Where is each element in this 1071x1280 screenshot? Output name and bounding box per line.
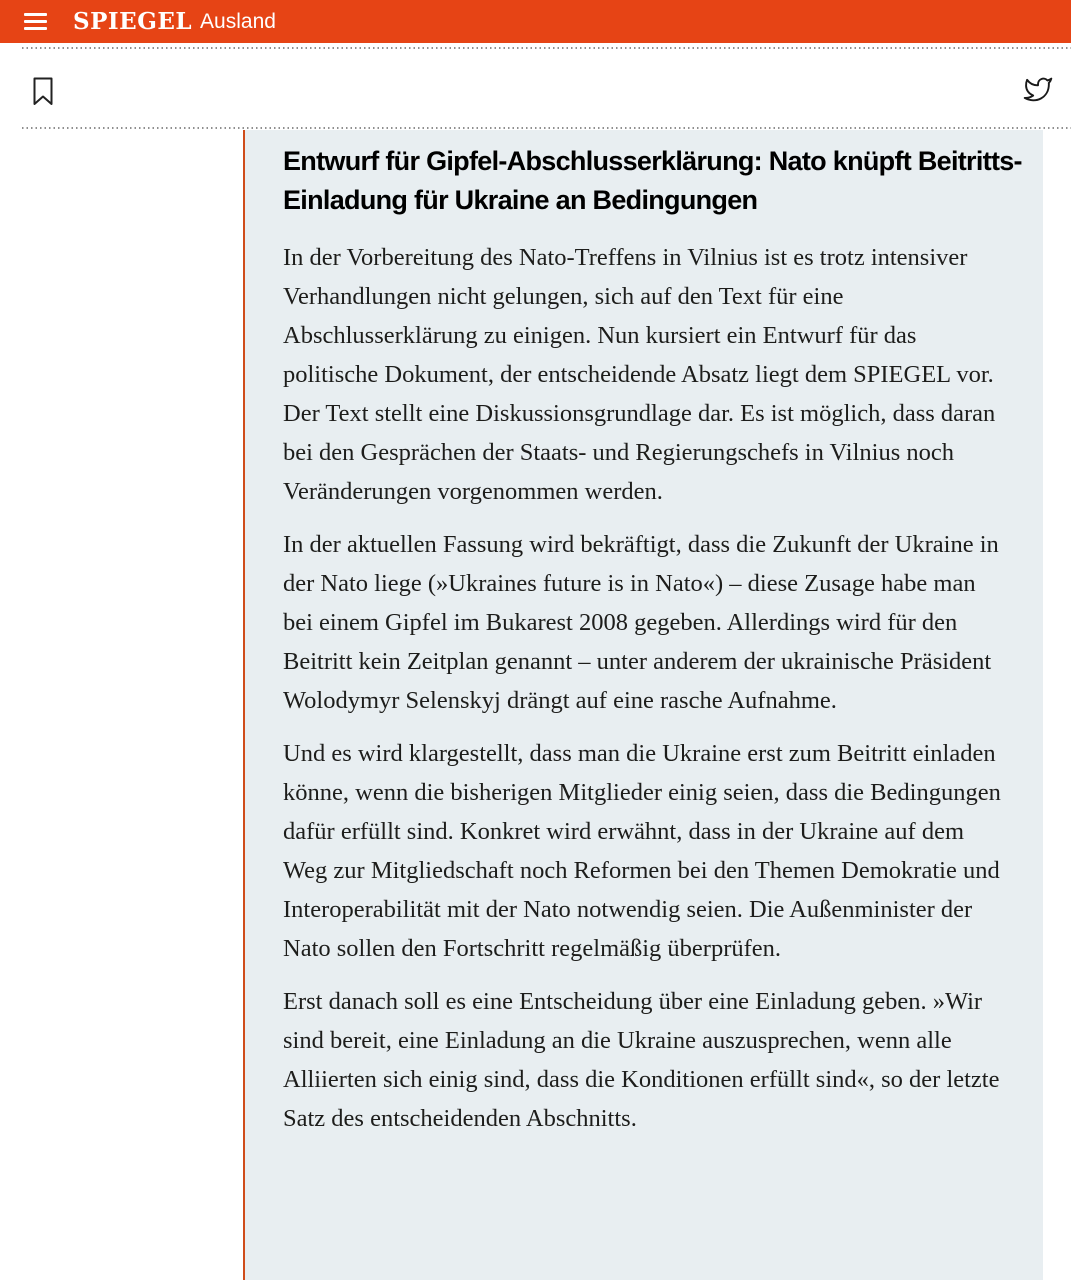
- section-label[interactable]: Ausland: [200, 10, 276, 33]
- twitter-share-icon[interactable]: [1022, 75, 1054, 104]
- hamburger-menu-icon[interactable]: [24, 13, 47, 30]
- divider-article-top: [22, 127, 1071, 129]
- article-paragraph: In der Vorbereitung des Nato-Treffens in Vilnius ist es trotz intensiver Verhandlungen nicht gelungen, sich auf den Text für eine Abschlusserklärung zu einigen. Nun kursiert ein Entwurf für das politische Dokument, der entscheidende Absatz liegt dem SPIEGEL vor. Der Text stellt eine Diskussionsgrundlage dar. Es ist möglich, dass daran bei den Gesprächen der Staats- und Regierungschefs in Vilnius noch Veränderungen vorgenommen werden.: [283, 244, 996, 505]
- article-paragraph: Erst danach soll es eine Entscheidung über eine Einladung geben. »Wir sind bereit, eine Einladung an die Ukraine auszusprechen, wenn alle Alliierten sich einig sind, dass die Konditionen erfüllt sind«, so der letzte Satz des entscheidenden Abschnitts.: [283, 988, 1000, 1132]
- article-paragraph: Und es wird klargestellt, dass man die Ukraine erst zum Beitritt einladen könne, wenn die bisherigen Mitglieder einig seien, dass die Bedingungen dafür erfüllt sind. Konkret wird erwähnt, dass in der Ukraine auf dem Weg zur Mitgliedschaft noch Reformen bei den Themen Demokratie und Interoperabilität mit der Nato notwendig seien. Die Außenminister der Nato sollen den Fortschritt regelmäßig überprüfen.: [283, 740, 1001, 962]
- article-headline: Entwurf für Gipfel-Abschlusserklärung: Nato knüpft Beitritts-Einladung für Ukraine an Bedingungen: [283, 146, 1022, 215]
- article-body: [243, 130, 1043, 1280]
- top-bar: [0, 0, 1071, 43]
- divider-top: [22, 47, 1071, 49]
- bookmark-icon[interactable]: [33, 77, 53, 106]
- brand-logo[interactable]: SPIEGEL: [73, 8, 193, 35]
- article-paragraph: In der aktuellen Fassung wird bekräftigt, dass die Zukunft der Ukraine in der Nato liege (»Ukraines future is in Nato«) – diese Zusage habe man bei einem Gipfel im Bukarest 2008 gegeben. Allerdings wird für den Beitritt kein Zeitplan genannt – unter anderem der ukrainische Präsident Wolodymyr Selenskyj drängt auf eine rasche Aufnahme.: [283, 531, 999, 714]
